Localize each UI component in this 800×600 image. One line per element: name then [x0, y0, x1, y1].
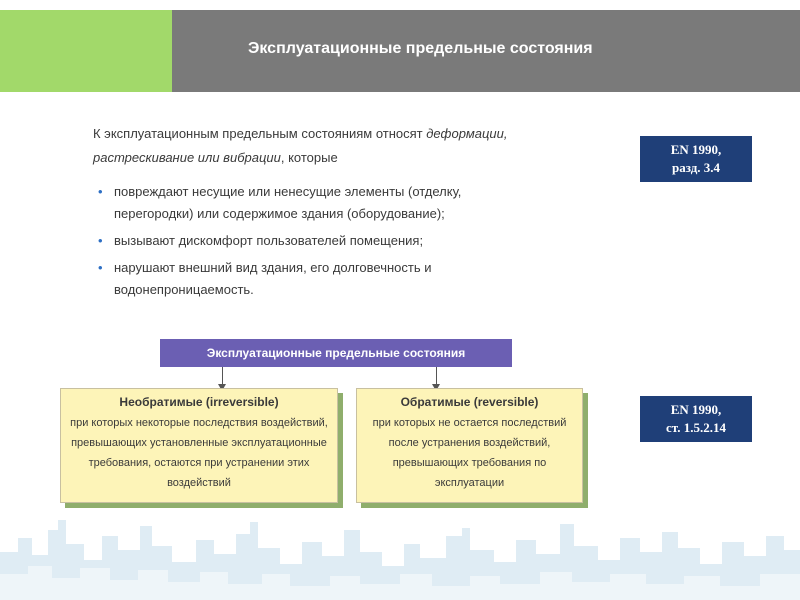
intro-paragraph [93, 122, 573, 170]
list-item [98, 230, 538, 252]
page-title: Эксплуатационные предельные состояния [248, 40, 593, 57]
irreversible-description: при которых некоторые последствия воздействий, превышающих установленные эксплуатационные требования, остаются при устранении этих воздействий [70, 417, 328, 489]
reference-badge-line: разд. 3.4 [671, 160, 721, 175]
diagram-root-box: Эксплуатационные предельные состояния [160, 339, 512, 367]
city-skyline-graphic [0, 500, 800, 600]
reversible-title: Обратимые (reversible) [400, 395, 539, 409]
reversible-card [356, 388, 583, 503]
irreversible-title: Необратимые (irreversible) [119, 395, 279, 409]
reference-badge-en1990-3-4 [640, 136, 752, 182]
bullet-icon: • [98, 260, 103, 275]
list-item [98, 257, 538, 301]
header-accent-block [0, 10, 172, 92]
intro-deformations: деформации, [426, 126, 508, 141]
intro-cracking-vibrations: растрескивание или вибрации [93, 150, 281, 165]
reference-badge-line: EN 1990, [670, 142, 722, 157]
irreversible-card [60, 388, 338, 503]
intro-suffix: , которые [280, 150, 338, 165]
intro-prefix: К эксплуатационным предельным состояниям относят [93, 126, 427, 141]
reversible-description: при которых не остается последствий после устранения воздействий, превышающих требования по эксплуатации [372, 417, 567, 489]
reference-badge-line: ст. 1.5.2.14 [666, 420, 726, 435]
list-item [98, 181, 538, 225]
bullet-icon: • [98, 184, 103, 199]
reference-badge-line: EN 1990, [670, 402, 722, 417]
list-item-text: нарушают внешний вид здания, его долговечность и водонепроницаемость. [114, 260, 432, 297]
bullet-icon: • [98, 233, 103, 248]
list-item-text: повреждают несущие или ненесущие элементы (отделку, перегородки) или содержимое здания (оборудование); [114, 184, 462, 221]
reference-badge-en1990-1-5-2-14 [640, 396, 752, 442]
list-item-text: вызывают дискомфорт пользователей помещения; [114, 233, 424, 248]
criteria-list [98, 181, 538, 306]
